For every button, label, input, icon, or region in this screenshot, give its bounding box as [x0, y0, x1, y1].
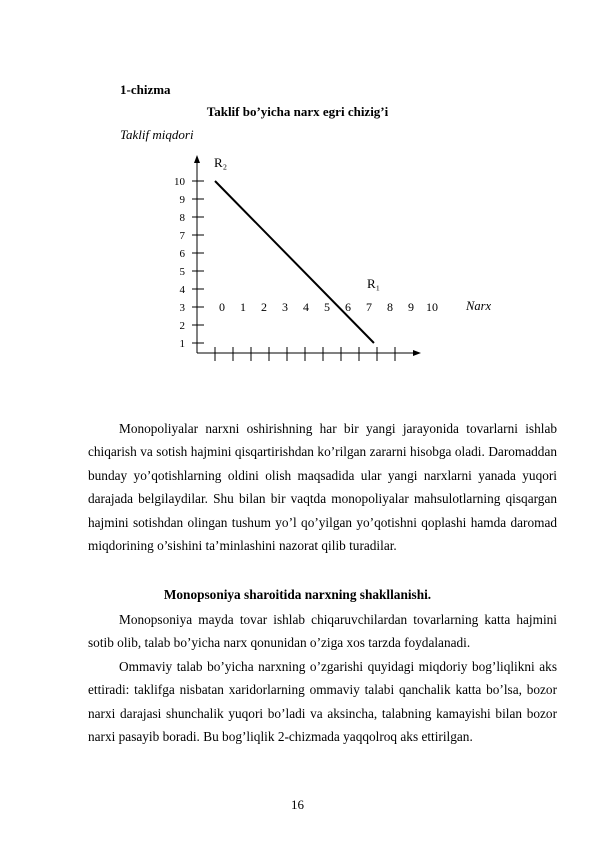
- figure-label: 1-chizma: [120, 82, 171, 97]
- y-tick-label: 5: [179, 266, 185, 278]
- curve-label-r2: R₂: [214, 155, 228, 170]
- y-tick-label: 3: [179, 302, 185, 314]
- y-tick-label: 10: [174, 176, 185, 188]
- y-tick-label: 9: [179, 194, 185, 206]
- x-tick-label: 7: [366, 300, 372, 314]
- x-tick-label: 6: [345, 300, 351, 314]
- y-tick-label: 7: [179, 230, 185, 242]
- section-title: Monopsoniya sharoitida narxning shakllanishi.: [163, 587, 432, 602]
- x-tick-label: 9: [408, 300, 414, 314]
- paragraph-monopsony: Monopsoniya mayda tovar ishlab chiqaruvchilardan tovarlarning katta hajmini sotib olib, talab bo’yicha narx qonunidan o’ziga xos tarzda foydalanadi.: [88, 612, 557, 651]
- supply-curve-line: [215, 181, 374, 343]
- y-tick-label: 8: [179, 212, 185, 224]
- x-tick-label: 3: [282, 300, 288, 314]
- x-tick-label: 10: [426, 300, 438, 314]
- y-axis-arrow: [194, 155, 200, 163]
- x-ticks: [215, 347, 395, 361]
- x-tick-label: 1: [240, 300, 246, 314]
- x-tick-label: 8: [387, 300, 393, 314]
- figure-title: Taklif bo’yicha narx egri chizig’i: [206, 104, 389, 119]
- x-axis-arrow: [413, 350, 421, 356]
- x-tick-labels: [219, 300, 438, 314]
- x-tick-label: 2: [261, 300, 267, 314]
- paragraph-demand: Ommaviy talab bo’yicha narxning o’zgarishi quyidagi miqdoriy bog’liqlikni aks ettiradi: taklifga nisbatan xaridorlarning ommaviy talabi qanchalik katta bo’lsa, bozor narxi darajasi shunchalik yuqori bo’ladi va aksincha, talabning kamayishi bilan bozor narxi pasayib boradi. Bu bog’liqlik 2-chizmada yaqqolroq aks ettirilgan.: [88, 659, 557, 745]
- x-tick-label: 5: [324, 300, 330, 314]
- y-tick-label: 2: [179, 320, 185, 332]
- series-group: [215, 181, 374, 343]
- curve-label-r1: R₁: [367, 276, 381, 291]
- chart-axes: [194, 155, 421, 356]
- y-tick-label: 1: [179, 338, 185, 350]
- x-tick-label: 4: [303, 300, 309, 314]
- y-axis-label: Taklif miqdori: [120, 127, 194, 142]
- y-tick-label: 6: [179, 248, 185, 260]
- paragraph-monopoly: Monopoliyalar narxni oshirishning har bir yangi jarayonida tovarlarni ishlab chiqarish va sotish hajmini qisqartirishdan ko’rilgan zararni hisobga oladi. Daromaddan bunday yo’qotishlarning oldini olish maqsadida ular yangi narxlarni yanada yuqori darajada belgilaydilar. Shu bilan bir vaqtda monopoliyalar mahsulotlarning qisqargan hajmini sotishdan olingan tushum yo’l qo’yilgan yo’qotishni qoplashi hamda daromad miqdorining o’sishini ta’minlashini nazorat qilib turadilar.: [88, 421, 557, 554]
- x-axis-label: Narx: [466, 299, 491, 313]
- x-tick-label: 0: [219, 300, 225, 314]
- y-tick-label: 4: [179, 284, 185, 296]
- page-number: 16: [291, 797, 304, 812]
- y-ticks: [174, 176, 204, 350]
